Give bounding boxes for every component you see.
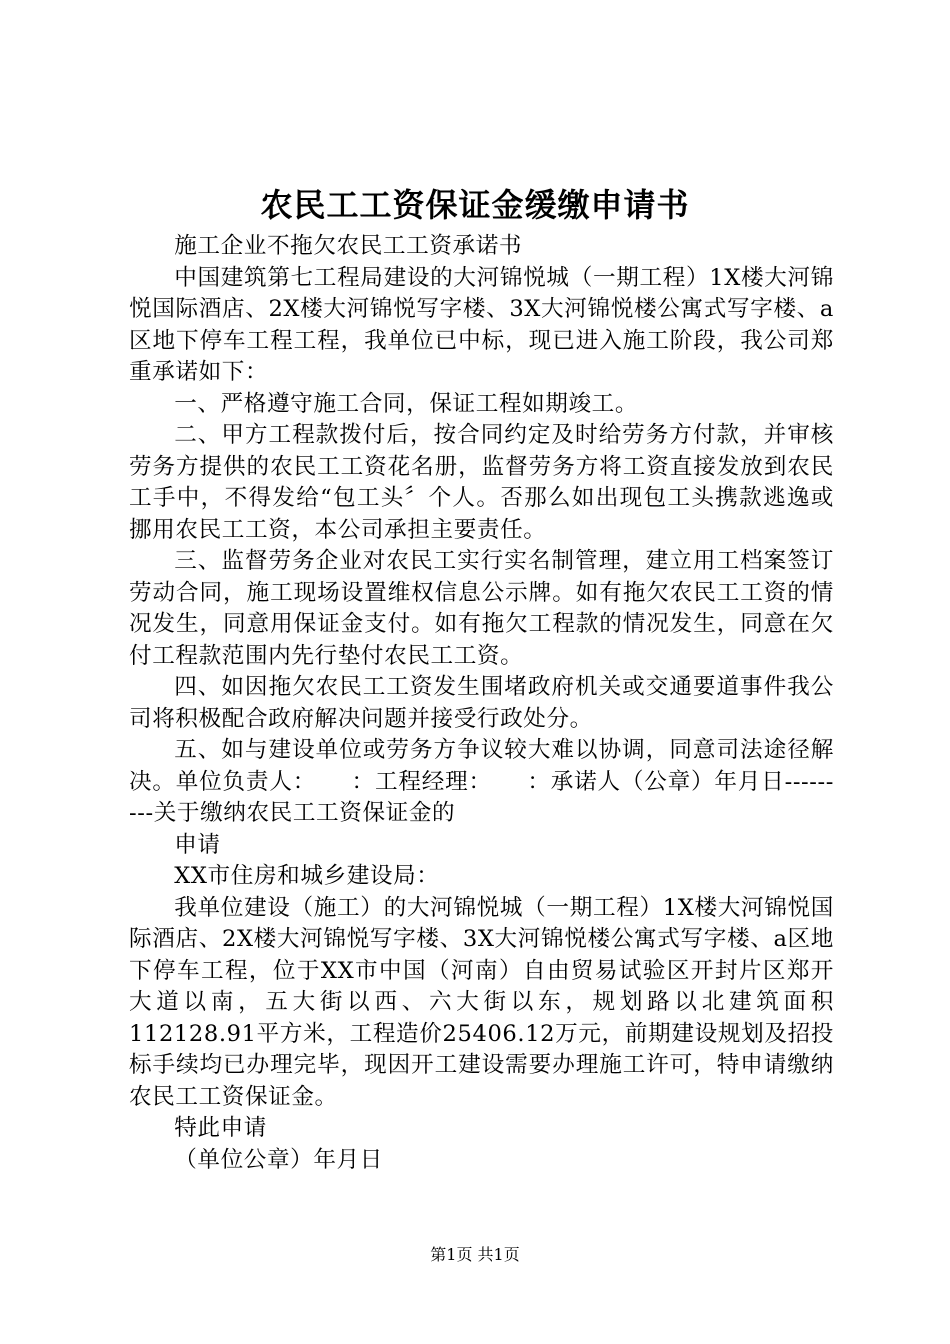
paragraph-application-heading: 申请 (174, 831, 221, 858)
paragraph-addressee: XX市住房和城乡建设局： (174, 863, 440, 889)
paragraph-item-4: 四、如因拖欠农民工工资发生围堵政府机关或交通要道事件我公司将积极配合政府解决问题并接受行政处分。 (129, 674, 834, 732)
page-total: 共1页 (477, 1245, 520, 1264)
paragraph-signature-date: （单位公章）年月日 (174, 1146, 383, 1173)
paragraph-closing: 特此申请 (174, 1115, 267, 1141)
paragraph-commitment-intro: 中国建筑第七工程局建设的大河锦悦城（一期工程）1X楼大河锦悦国际酒店、2X楼大河锦悦写字楼、3X大河锦悦楼公寓式写字楼、a区地下停车工程工程，我单位已中标，现已进入施工阶段，我公司郑重承诺如下： (129, 264, 834, 385)
document-title: 农民工工资保证金缓缴申请书 (260, 186, 690, 224)
document-body (129, 231, 834, 1176)
paragraph-item-3: 三、监督劳务企业对农民工实行实名制管理，建立用工档案签订劳动合同，施工现场设置维权信息公示牌。如有拖欠农民工工资的情况发生，同意用保证金支付。如有拖欠工程款的情况发生，同意在欠付工程款范围内先行垫付农民工工资。 (129, 548, 834, 669)
paragraph-item-1: 一、严格遵守施工合同，保证工程如期竣工。 (174, 390, 639, 417)
paragraph-commitment-heading: 施工企业不拖欠农民工工资承诺书 (174, 233, 523, 259)
paragraph-item-2: 二、甲方工程款拨付后，按合同约定及时给劳务方付款，并审核劳务方提供的农民工工资花名册，监督劳务方将工资直接发放到农民工手中，不得发给“包工头〞个人。否那么如出现包工头携款逃逸或挪用农民工工资，本公司承担主要责任。 (129, 422, 834, 543)
page-footer (0, 1244, 950, 1266)
paragraph-application-body: 我单位建设（施工）的大河锦悦城（一期工程）1X楼大河锦悦国际酒店、2X楼大河锦悦写字楼、3X大河锦悦楼公寓式写字楼、a区地下停车工程，位于XX市中国（河南）自由贸易试验区开封片区郑开大道以南，五大街以西、六大街以东，规划路以北建筑面积112128.91平方米，工程造价25406.12万元，前期建设规划及招投标手续均已办理完毕，现因开工建设需要办理施工许可，特申请缴纳农民工工资保证金。 (129, 894, 834, 1110)
paragraph-item-5: 五、如与建设单位或劳务方争议较大难以协调，同意司法途径解决。单位负责人： ：工程经理： ：承诺人（公章）年月日---------关于缴纳农民工工资保证金的 (129, 737, 834, 826)
page-number: 第1页 (430, 1245, 473, 1264)
